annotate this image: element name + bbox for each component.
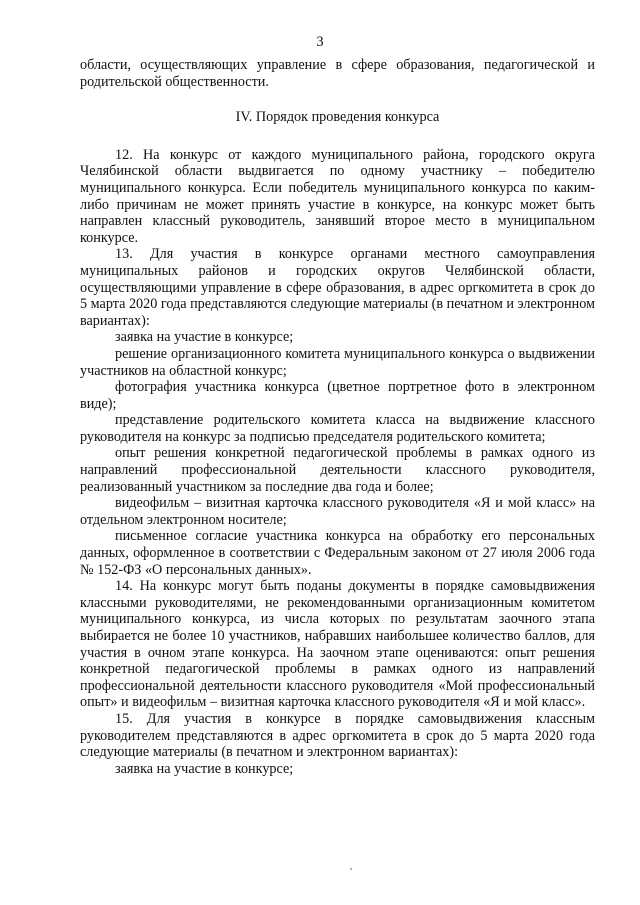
paragraph-15: 15. Для участия в конкурсе в порядке самовыдвижения классным руководителем представляются в адрес оргкомитета в срок до 5 марта 2020 года следующие материалы (в печатном и электронном вариантах): — [80, 710, 595, 761]
paragraph-12: 12. На конкурс от каждого муниципального района, городского округа Челябинской области выдвигается по одному участнику – победителю муниципального конкурса. Если победитель муниципального конкурса по каким-либо причинам не может принять участие в конкурсе, на конкурс может быть направлен классный руководитель, занявший второе место в муниципальном конкурсе. — [80, 146, 595, 246]
intro-paragraph: области, осуществляющих управление в сфере образования, педагогической и родительской общественности. — [80, 57, 595, 90]
list-item: решение организационного комитета муниципального конкурса о выдвижении участников на областной конкурс; — [80, 345, 595, 379]
list-item: представление родительского комитета класса на выдвижение классного руководителя на конкурс за подписью председателя родительского комитета; — [80, 412, 595, 445]
section-heading: IV. Порядок проведения конкурса — [235, 109, 440, 126]
list-item: видеофильм – визитная карточка классного руководителя «Я и мой класс» на отдельном электронном носителе; — [80, 495, 595, 528]
list-item: фотография участника конкурса (цветное портретное фото в электронном виде); — [80, 379, 595, 412]
paragraph-13: 13. Для участия в конкурсе органами местного самоуправления муниципальных районов и городских округов Челябинской области, осуществляющими управление в сфере образования, в адрес оргкомитета в срок до 5 марта 2020 года представляются следующие материалы (в печатном и электронном вариантах): — [80, 246, 595, 329]
list-item: заявка на участие в конкурсе; — [115, 329, 294, 346]
paragraph-14: 14. На конкурс могут быть поданы документы в порядке самовыдвижения классными руководителями, не рекомендованными организационным комитетом муниципального конкурса, из числа которых по результатам заочного этапа выбирается не более 10 участников, набравших наибольшее количество баллов, для участия в очном этапе конкурса. На заочном этапе оцениваются: опыт решения конкретной педагогической проблемы в рамках одного из направлений профессиональной деятельности классного руководителя «Мой профессиональный опыт» и видеофильм – визитная карточка классного руководителя «Я и мой класс». — [80, 578, 595, 711]
page-number: 3 — [316, 34, 324, 50]
scan-speck — [350, 868, 352, 870]
document-body — [80, 57, 595, 777]
list-item: опыт решения конкретной педагогической проблемы в рамках одного из направлений профессиональной деятельности классного руководителя, реализованный участником за последние два года и более; — [80, 445, 595, 495]
list-item: заявка на участие в конкурсе; — [115, 760, 294, 777]
list-item: письменное согласие участника конкурса на обработку его персональных данных, оформленное в соответствии с Федеральным законом от 27 июля 2006 года № 152-ФЗ «О персональных данных». — [80, 528, 595, 578]
